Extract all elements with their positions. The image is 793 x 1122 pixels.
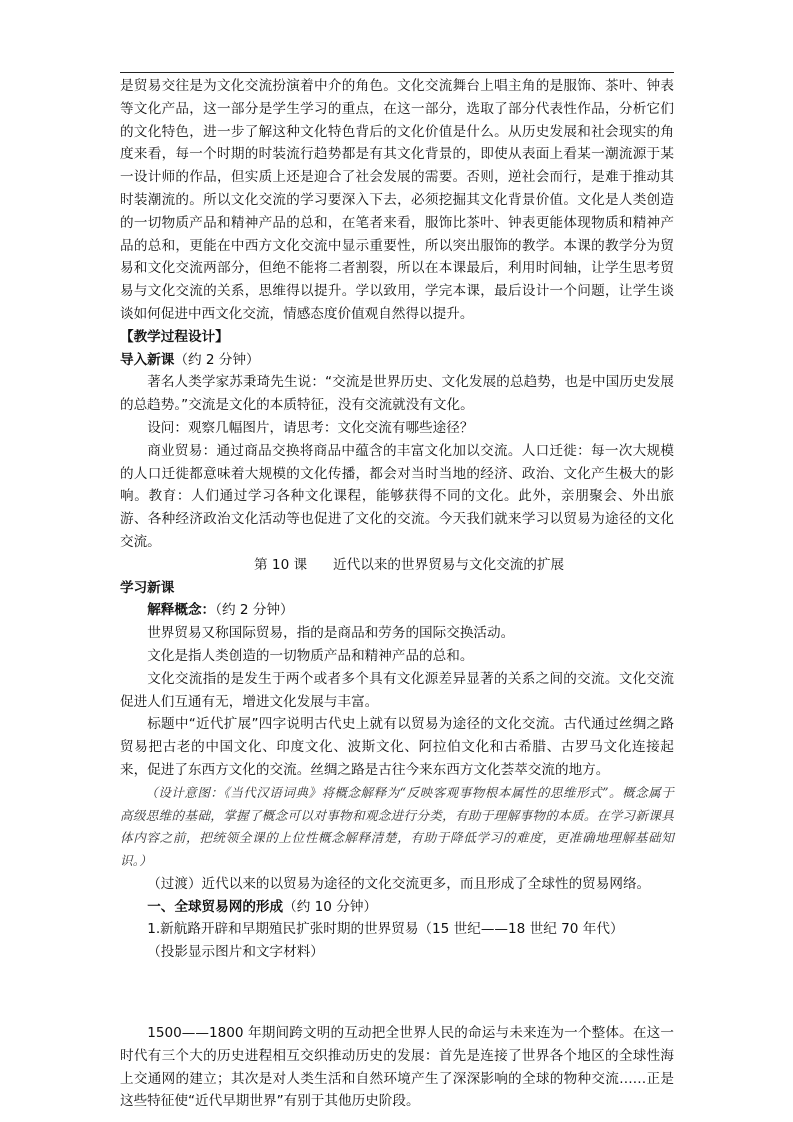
heading-intro-label: 导入新课 — [120, 351, 175, 368]
heading-section-1 — [120, 896, 674, 919]
paragraph-subsection-1: 1.新航路开辟和早期殖民扩张时期的世界贸易（15 世纪——18 世纪 70 年代） — [147, 921, 624, 938]
paragraph-question: 设问：观察几幅图片，请思考：文化交流有哪些途径？ — [147, 419, 474, 436]
paragraph-quote: 著名人类学家苏秉琦先生说：“交流是世界历史、文化发展的总趋势，也是中国历史发展的总趋势。”交流是文化的本质特征，没有交流就没有文化。 — [120, 374, 674, 414]
lesson-title: 第 10 课 近代以来的世界贸易与文化交流的扩展 — [254, 556, 565, 573]
heading-teaching-process: 【教学过程设计】 — [120, 328, 229, 345]
paragraph-early-modern: 1500——1800 年期间跨文明的互动把全世界人民的命运与未来连为一个整体。在这一时代有三个大的历史进程相互交织推动历史的发展：首先是连接了世界各个地区的全球性海上交通网的建立；其次是对人类生活和自然环境产生了深深影响的全球的物种交流……正是这些特征使“近代早期世界”有别于其他历史阶段。 — [120, 1025, 674, 1110]
paragraph-routes: 商业贸易：通过商品交换将商品中蕴含的丰富文化加以交流。人口迁徙：每一次大规模的人口迁徙都意味着大规模的文化传播，都会对当时当地的经济、政治、文化产生极大的影响。教育：人们通过学习各种文化课程，能够获得不同的文化。此外，亲朋聚会、外出旅游、各种经济政治文化活动等也促进了文化的交流。今天我们就来学习以贸易为途径的文化交流。 — [120, 442, 674, 550]
heading-section-1-label: 一、全球贸易网的形成 — [147, 898, 284, 915]
paragraph-projection: （投影显示图片和文字材料） — [147, 944, 324, 961]
heading-intro-time: （约 2 分钟） — [174, 351, 260, 368]
heading-section-1-time: （约 10 分钟） — [283, 898, 378, 915]
paragraph-cultural-exchange: 文化交流指的是发生于两个或者多个具有文化源差异显著的关系之间的交流。文化交流促进人们互通有无，增进文化发展与丰富。 — [120, 670, 674, 710]
blank-space — [120, 964, 674, 1022]
heading-new-lesson: 学习新课 — [120, 579, 175, 596]
heading-concepts — [120, 599, 674, 622]
paragraph-design-rationale: 是贸易交往是为文化交流扮演着中介的角色。文化交流舞台上唱主角的是服饰、茶叶、钟表等文化产品，这一部分是学生学习的重点，在这一部分，选取了部分代表性作品，分析它们的文化特色，进一步了解这种文化特色背后的文化价值是什么。从历史发展和社会现实的角度来看，每一个时期的时装流行趋势都是有其文化背景的，即使从表面上看某一潮流源于某一设计师的作品，但实质上还是迎合了社会发展的需要。否则，逆社会而行，是难于推动其时装潮流的。所以文化交流的学习要深入下去，必须挖掘其文化背景价值。文化是人类创造的一切物质产品和精神产品的总和，在笔者来看，服饰比茶叶、钟表更能体现物质和精神产品的总和，更能在中西方文化交流中显示重要性，所以突出服饰的教学。本课的教学分为贸易和文化交流两部分，但绝不能将二者割裂，所以在本课最后，利用时间轴，让学生思考贸易与文化交流的关系，思维得以提升。学以致用，学完本课，最后设计一个问题，让学生谈谈如何促进中西文化交流，情感态度价值观自然得以提升。 — [120, 78, 674, 322]
paragraph-design-note: （设计意图：《当代汉语词典》将概念解释为“反映客观事物根本属性的思维形式”。概念属于高级思维的基础，掌握了概念可以对事物和观念进行分类，有助于理解事物的本质。在学习新课具体内容之前，把统领全课的上位性概念解释清楚，有助于降低学习的难度，更准确地理解基础知识。） — [120, 784, 674, 869]
heading-concepts-label: 解释概念： — [147, 602, 216, 619]
header-rule — [120, 72, 674, 73]
document-body — [120, 75, 674, 1113]
paragraph-world-trade: 世界贸易又称国际贸易，指的是商品和劳务的国际交换活动。 — [147, 625, 515, 642]
paragraph-silk-road: 标题中“近代扩展”四字说明古代史上就有以贸易为途径的文化交流。古代通过丝绸之路贸易把古老的中国文化、印度文化、波斯文化、阿拉伯文化和古希腊、古罗马文化连接起来，促进了东西方文化的交流。丝绸之路是古往今来东西方文化荟萃交流的地方。 — [120, 716, 674, 778]
paragraph-culture: 文化是指人类创造的一切物质产品和精神产品的总和。 — [147, 647, 474, 664]
heading-concepts-time: （约 2 分钟） — [215, 602, 294, 619]
paragraph-transition: （过渡）近代以来的以贸易为途径的文化交流更多，而且形成了全球性的贸易网络。 — [147, 875, 651, 892]
heading-intro — [120, 349, 674, 372]
